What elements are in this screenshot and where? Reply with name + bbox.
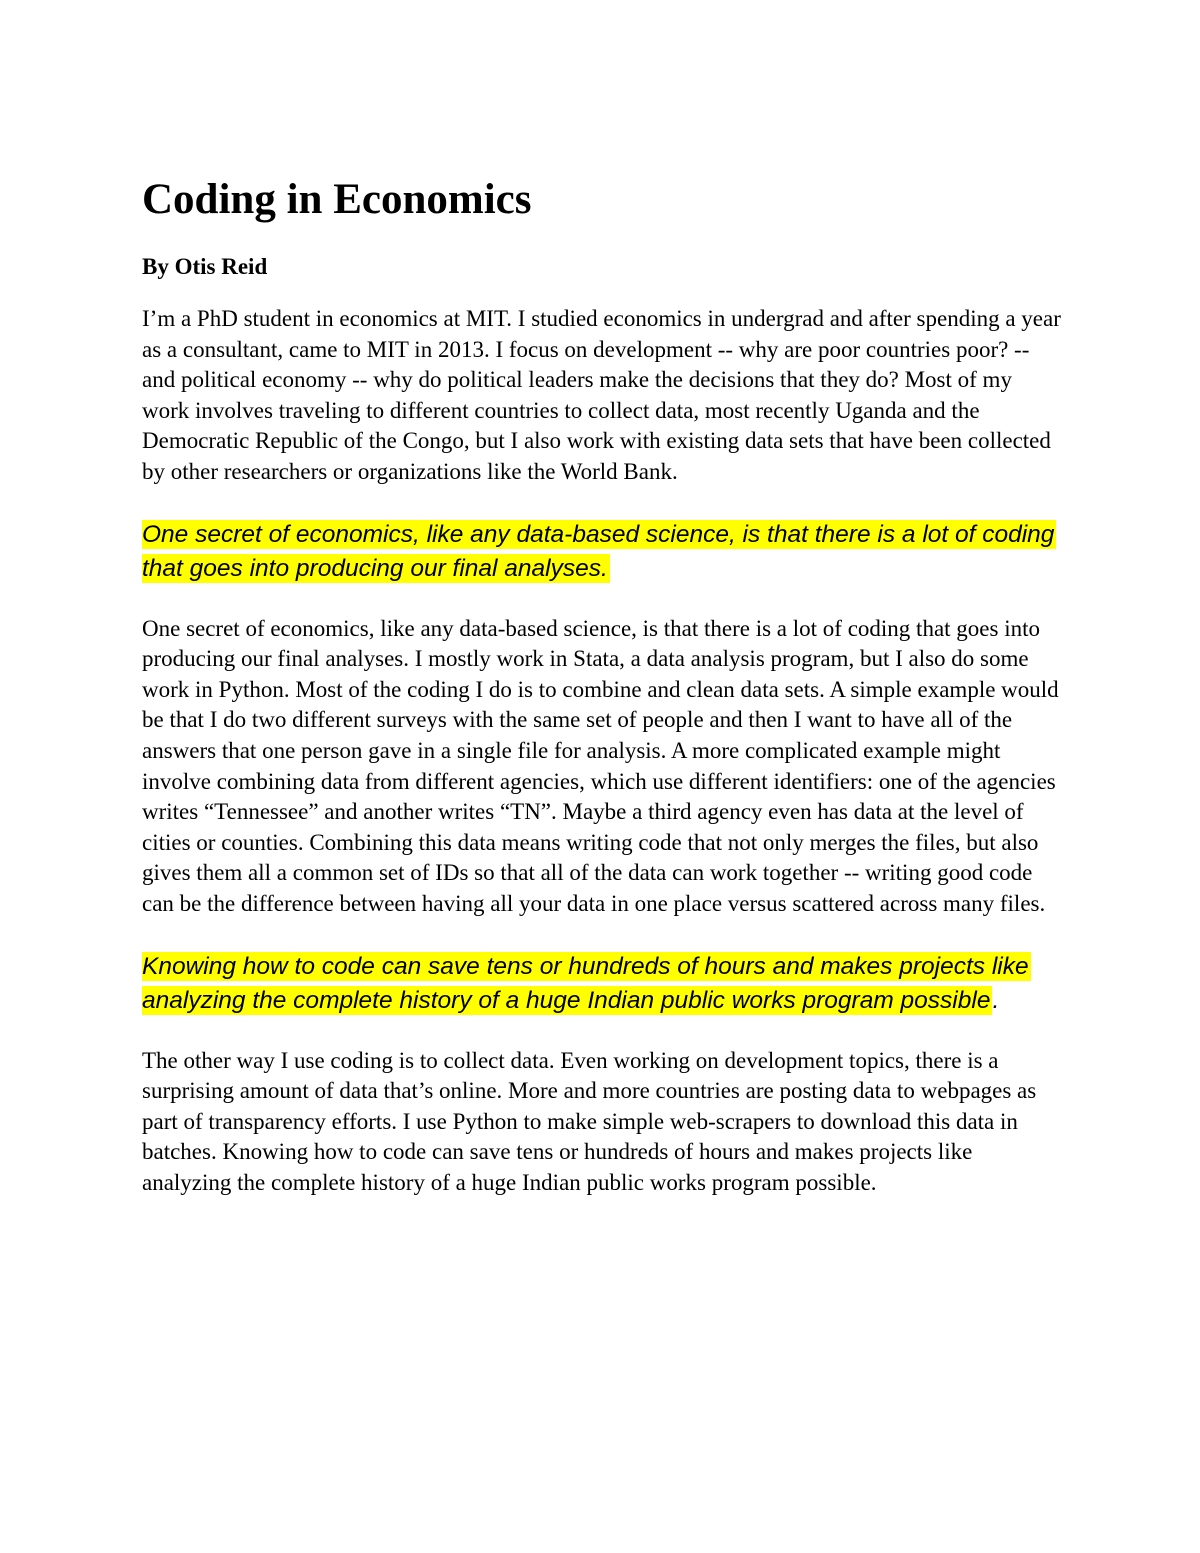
document-title: Coding in Economics bbox=[142, 176, 532, 223]
pullquote-save-hours bbox=[142, 950, 1062, 1018]
paragraph-data-collection: The other way I use coding is to collect data. Even working on development topics, there is a surprising amount of data that’s online. More and more countries are posting data to webpages as part of transparency efforts. I use Python to make simple web-scrapers to download this data in batches. Knowing how to code can save tens or hundreds of hours and makes projects like analyzing the complete history of a huge Indian public works program possible. bbox=[142, 1047, 1037, 1195]
highlighted-pullquote-text: Knowing how to code can save tens or hundreds of hours and makes projects like analyzing the complete history of a huge Indian public works program possible bbox=[142, 952, 1029, 1014]
paragraph-data-cleaning: One secret of economics, like any data-based science, is that there is a lot of coding that goes into producing our final analyses. I mostly work in Stata, a data analysis program, but I also do some work in Python. Most of the coding I do is to combine and clean data sets. A simple example would be that I do two different surveys with the same set of people and then I want to have all of the answers that one person gave in a single file for analysis. A more complicated example might involve combining data from different agencies, which use different identifiers: one of the agencies writes “Tennessee” and another writes “TN”. Maybe a third agency even has data at the level of cities or counties. Combining this data means writing code that not only merges the files, but also gives them all a common set of IDs so that all of the data can work together -- writing good code can be the difference between having all your data in one place versus scattered across many files. bbox=[142, 615, 1059, 916]
document-body bbox=[142, 172, 1062, 1198]
pullquote-period: . bbox=[992, 986, 1000, 1014]
author-byline: By Otis Reid bbox=[142, 254, 268, 279]
paragraph-intro: I’m a PhD student in economics at MIT. I studied economics in undergrad and after spending a year as a consultant, came to MIT in 2013. I focus on development -- why are poor countries poor? -- and political economy -- why do political leaders make the decisions that they do? Most of my work involves traveling to different countries to collect data, most recently Uganda and the Democratic Republic of the Congo, but I also work with existing data sets that have been collected by other researchers or organizations like the World Bank. bbox=[142, 306, 1061, 484]
highlighted-pullquote-text: One secret of economics, like any data-based science, is that there is a lot of coding that goes into producing our final analyses. bbox=[142, 520, 1055, 582]
pullquote-coding-secret bbox=[142, 518, 1062, 586]
